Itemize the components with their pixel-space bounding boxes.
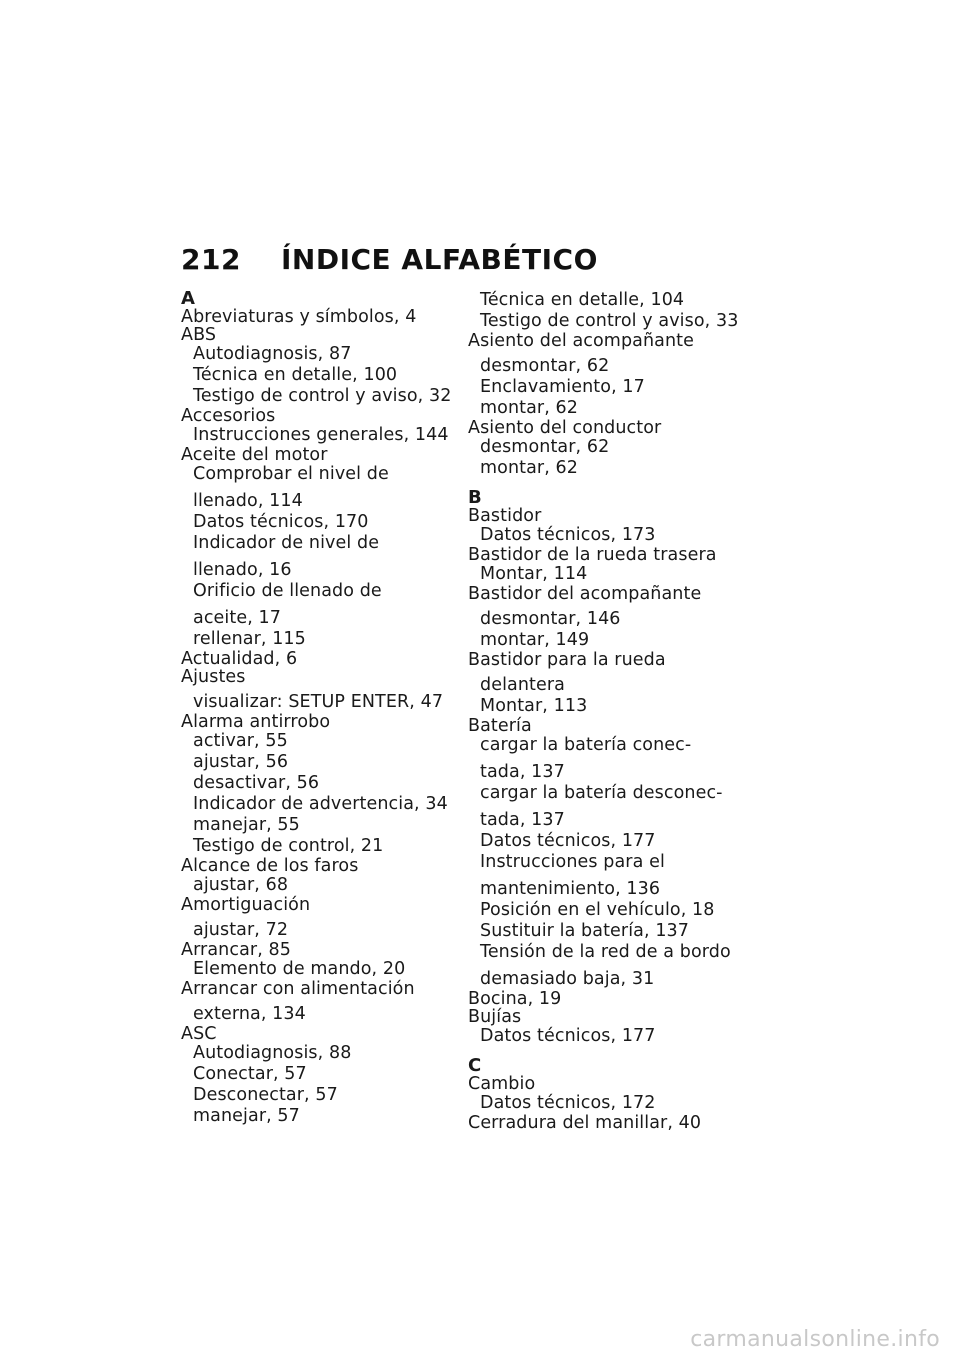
- index-subentry: llenado, 114: [193, 491, 303, 511]
- index-subentry: desmontar, 62: [480, 437, 610, 457]
- index-subentry: montar, 149: [480, 630, 590, 650]
- index-subentry: Testigo de control y aviso, 32: [193, 386, 452, 406]
- index-entry: ASC: [181, 1024, 217, 1044]
- index-letter-heading: A: [181, 288, 196, 309]
- index-entry: Bastidor del acompañante: [468, 584, 702, 604]
- index-entry: Abreviaturas y símbolos, 4: [181, 307, 417, 327]
- index-subentry: ajustar, 56: [193, 752, 289, 772]
- index-subentry: desactivar, 56: [193, 773, 320, 793]
- index-subentry: Tensión de la red de a bordo: [480, 942, 731, 962]
- index-subentry: Datos técnicos, 177: [480, 831, 656, 851]
- index-subentry: Instrucciones generales, 144: [193, 425, 449, 445]
- index-subentry: demasiado baja, 31: [480, 969, 655, 989]
- index-subentry: Desconectar, 57: [193, 1085, 338, 1105]
- index-subentry: manejar, 57: [193, 1106, 300, 1126]
- index-entry: Bastidor de la rueda trasera: [468, 545, 717, 565]
- page-number: 212: [181, 243, 241, 276]
- index-subentry: montar, 62: [480, 458, 579, 478]
- index-subentry: manejar, 55: [193, 815, 300, 835]
- index-entry: Asiento del acompañante: [468, 331, 695, 351]
- index-subentry: tada, 137: [480, 762, 565, 782]
- index-entry: Actualidad, 6: [181, 649, 298, 669]
- index-entry: Accesorios: [181, 406, 276, 426]
- index-letter-heading: B: [468, 487, 482, 508]
- index-column-right: [468, 290, 758, 1132]
- index-entry: Ajustes: [181, 667, 246, 687]
- index-entry: Bocina, 19: [468, 989, 562, 1009]
- index-subentry: Orificio de llenado de: [193, 581, 382, 601]
- index-subentry: Autodiagnosis, 88: [193, 1043, 352, 1063]
- index-subentry: Testigo de control y aviso, 33: [480, 311, 739, 331]
- index-subentry: Enclavamiento, 17: [480, 377, 645, 397]
- index-entry: Cambio: [468, 1074, 536, 1094]
- index-columns: [181, 288, 801, 1133]
- index-subentry: cargar la batería conec-: [480, 735, 692, 755]
- page-title: ÍNDICE ALFABÉTICO: [281, 243, 598, 276]
- index-subentry: rellenar, 115: [193, 629, 306, 649]
- index-subentry: desmontar, 146: [480, 609, 621, 629]
- index-subentry: desmontar, 62: [480, 356, 610, 376]
- index-column-left: [181, 290, 471, 1127]
- index-subentry: Indicador de nivel de: [193, 533, 380, 553]
- index-subentry: llenado, 16: [193, 560, 292, 580]
- footer-watermark: carmanualsonline.info: [690, 1327, 940, 1352]
- index-subentry: mantenimiento, 136: [480, 879, 661, 899]
- index-subentry: ajustar, 68: [193, 875, 289, 895]
- index-subentry: Sustituir la batería, 137: [480, 921, 690, 941]
- index-entry: Arrancar, 85: [181, 940, 292, 960]
- index-subentry: Elemento de mando, 20: [193, 959, 406, 979]
- index-subentry: Datos técnicos, 172: [480, 1093, 656, 1113]
- index-subentry: Montar, 113: [480, 696, 588, 716]
- index-subentry: Conectar, 57: [193, 1064, 307, 1084]
- index-entry: Bujías: [468, 1007, 522, 1027]
- index-subentry: Datos técnicos, 173: [480, 525, 656, 545]
- index-subentry: visualizar: SETUP ENTER, 47: [193, 692, 444, 712]
- index-subentry: ajustar, 72: [193, 920, 289, 940]
- index-subentry: montar, 62: [480, 398, 579, 418]
- index-subentry: Autodiagnosis, 87: [193, 344, 352, 364]
- index-entry: Alarma antirrobo: [181, 712, 331, 732]
- index-subentry: Posición en el vehículo, 18: [480, 900, 715, 920]
- index-subentry: Indicador de advertencia, 34: [193, 794, 448, 814]
- index-entry: ABS: [181, 325, 217, 345]
- index-subentry: activar, 55: [193, 731, 288, 751]
- index-entry: Asiento del conductor: [468, 418, 662, 438]
- index-subentry: Técnica en detalle, 100: [193, 365, 398, 385]
- index-subentry: delantera: [480, 675, 565, 695]
- index-subentry: Técnica en detalle, 104: [480, 290, 685, 310]
- index-entry: Aceite del motor: [181, 445, 328, 465]
- index-subentry: aceite, 17: [193, 608, 281, 628]
- index-entry: Amortiguación: [181, 895, 311, 915]
- index-subentry: Comprobar el nivel de: [193, 464, 389, 484]
- index-subentry: Testigo de control, 21: [193, 836, 384, 856]
- index-entry: Arrancar con alimentación: [181, 979, 415, 999]
- index-subentry: cargar la batería desconec-: [480, 783, 723, 803]
- index-letter-heading: C: [468, 1055, 482, 1076]
- index-entry: Bastidor: [468, 506, 542, 526]
- index-entry: Batería: [468, 716, 532, 736]
- index-entry: Cerradura del manillar, 40: [468, 1113, 702, 1133]
- index-subentry: Datos técnicos, 170: [193, 512, 369, 532]
- index-subentry: Montar, 114: [480, 564, 588, 584]
- index-subentry: Instrucciones para el: [480, 852, 665, 872]
- index-entry: Bastidor para la rueda: [468, 650, 666, 670]
- page-header: [181, 243, 598, 283]
- index-subentry: externa, 134: [193, 1004, 306, 1024]
- index-subentry: Datos técnicos, 177: [480, 1026, 656, 1046]
- index-subentry: tada, 137: [480, 810, 565, 830]
- index-entry: Alcance de los faros: [181, 856, 359, 876]
